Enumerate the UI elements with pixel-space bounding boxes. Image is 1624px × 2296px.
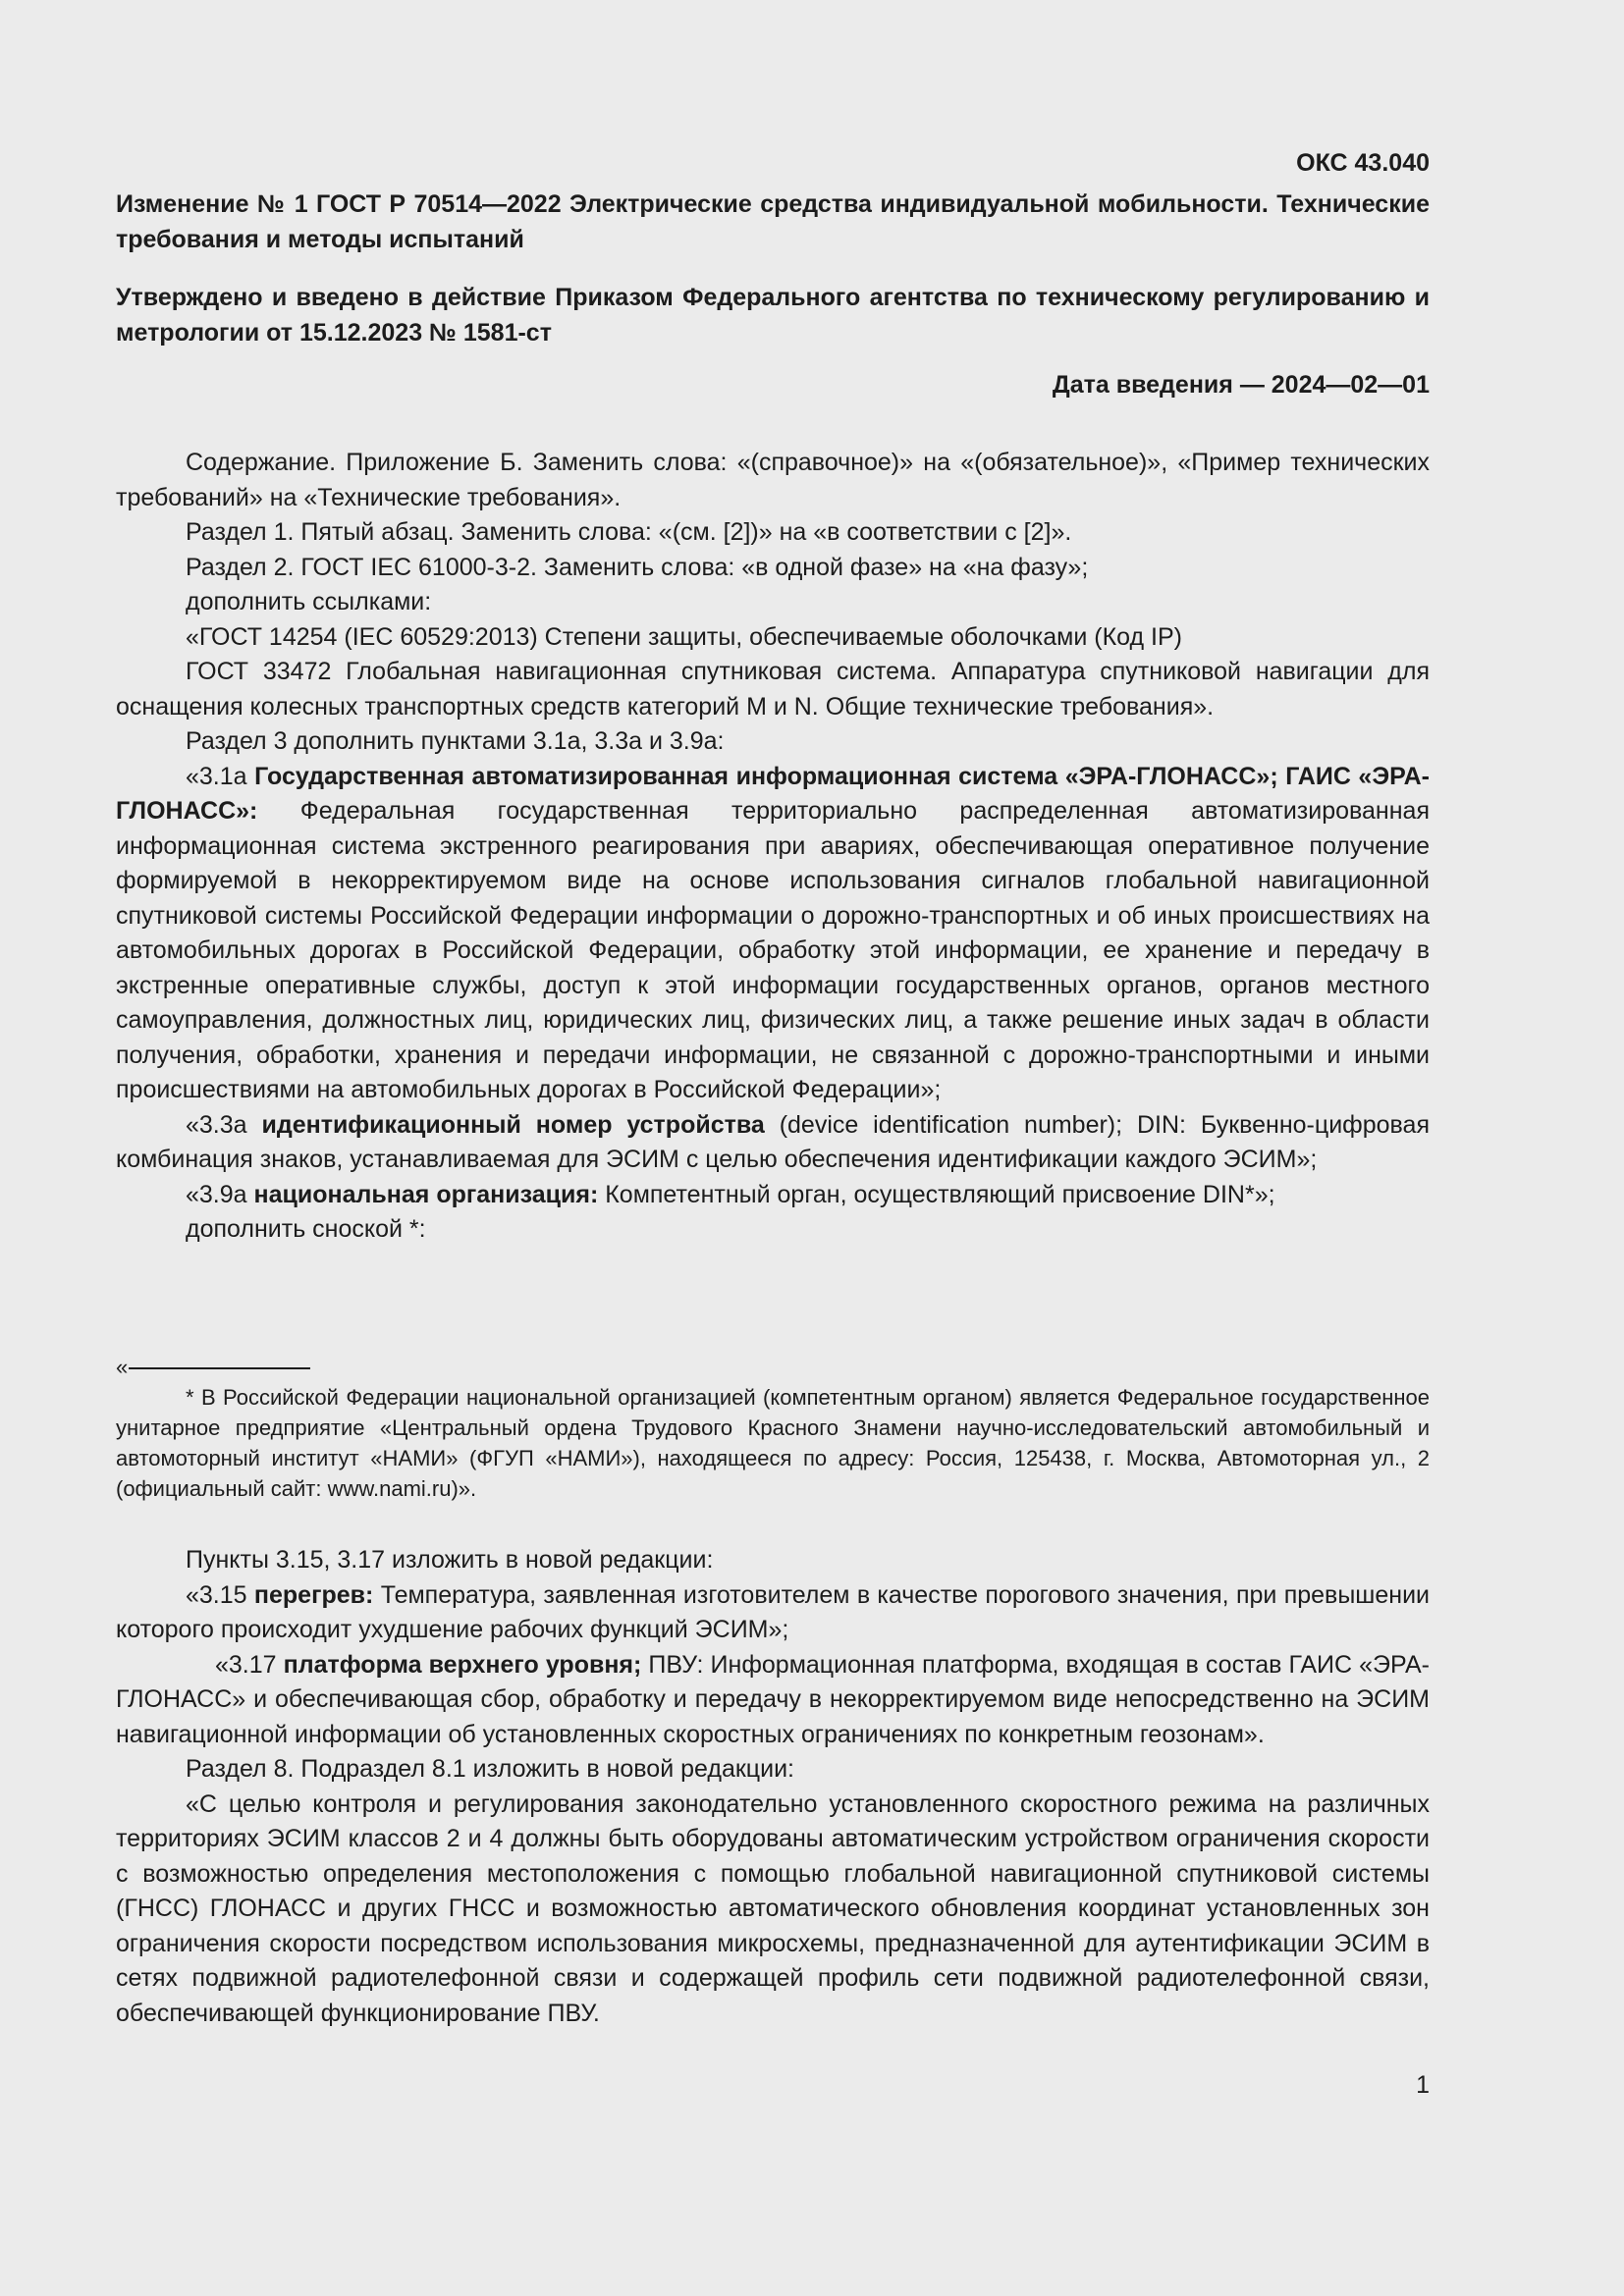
paragraph-section2: Раздел 2. ГОСТ IEC 61000-3-2. Заменить слова: «в одной фазе» на «на фазу»; [186, 553, 1089, 581]
paragraph-add-footnote: дополнить сноской *: [186, 1215, 426, 1243]
paragraph-points-3-15-3-17: Пункты 3.15, 3.17 изложить в новой редакции: [186, 1546, 714, 1574]
paragraph-term-3-15 [116, 1578, 1430, 1648]
term-number: «3.1а [186, 762, 255, 790]
term-name: идентификационный номер устройства [261, 1110, 765, 1139]
term-name: платформа верхнего уровня; [283, 1650, 642, 1679]
paragraph-term-3-1a [116, 760, 1430, 1108]
paragraph-section8: Раздел 8. Подраздел 8.1 изложить в новой редакции: [186, 1755, 794, 1783]
term-number: «3.9а [186, 1180, 254, 1208]
change-title: Изменение № 1 ГОСТ Р 70514—2022 Электрические средства индивидуальной мобильности. Технические требования и методы испытаний [116, 190, 1430, 253]
term-number: «3.15 [186, 1580, 254, 1609]
term-name: национальная организация: [253, 1180, 599, 1208]
term-definition: Федеральная государственная территориально распределенная автоматизированная информационная система экстренного реагирования при авариях, обеспечивающая оперативное получение формируемой в некорректируемом виде на основе использования сигналов глобальной навигационной спутниковой системы Российской Федерации информации о дорожно-транспортных и об иных происшествиях на автомобильных дорогах в Российской Федерации, обработку этой информации, ее хранение и передачу в экстренные оперативные службы, доступ к этой информации государственных органов, органов местного самоуправления, должностных лиц, юридических лиц, физических лиц, а также решение иных задач в области получения, обработки, хранения и передачи информации, не связанной с дорожно-транспортными и иными происшествиями на автомобильных дорогах в Российской Федерации»; [116, 797, 1430, 1103]
term-name: перегрев: [253, 1580, 374, 1609]
main-body-continued [116, 1543, 1430, 2031]
paragraph-add-refs: дополнить ссылками: [186, 588, 432, 615]
term-number: «3.17 [215, 1650, 284, 1679]
paragraph-gost-33472: ГОСТ 33472 Глобальная навигационная спутниковая система. Аппаратура спутниковой навигации для оснащения колесных транспортных средств категорий M и N. Общие технические требования». [116, 658, 1430, 721]
paragraph-subsection-8-1: «С целью контроля и регулирования законодательно установленного скоростного режима на различных территориях ЭСИМ классов 2 и 4 должны быть оборудованы автоматическим устройством ограничения скорости с возможностью определения местоположения с помощью глобальной навигационной спутниковой системы (ГНСС) ГЛОНАСС и других ГНСС и возможностью автоматического обновления координат установленных зон ограничения скорости посредством использования микросхемы, предназначенной для аутентификации ЭСИМ в сетях подвижной радиотелефонной связи и содержащей профиль сети подвижной радиотелефонной связи, обеспечивающей функционирование ПВУ. [116, 1789, 1430, 2027]
paragraph-contents: Содержание. Приложение Б. Заменить слова: «(справочное)» на «(обязательное)», «Пример технических требований» на «Технические требования». [116, 449, 1430, 511]
change-title-block [116, 187, 1430, 257]
term-definition: ПВУ: Информационная платформа, входящая в состав ГАИС «ЭРА-ГЛОНАСС» и обеспечивающая сбор, обработку и передачу в некорректируемом виде непосредственно на ЭСИМ навигационной информации об установленных скоростных ограничениях по конкретным геозонам». [116, 1650, 1430, 1748]
term-definition: (device identification number); DIN: Буквенно-цифровая комбинация знаков, устанавливаемая для ЭСИМ с целью обеспечения идентификации каждого ЭСИМ»; [116, 1110, 1430, 1173]
term-definition: Компетентный орган, осуществляющий присвоение DIN*»; [598, 1180, 1275, 1208]
okc-code: ОКС 43.040 [1296, 149, 1430, 177]
footnote-text: * В Российской Федерации национальной организацией (компетентным органом) является Федеральное государственное унитарное предприятие «Центральный ордена Трудового Красного Знамени научно-исследовательский автомобильный и автомоторный институт «НАМИ» (ФГУП «НАМИ»), находящееся по адресу: Россия, 125438, г. Москва, Автомоторная ул., 2 (официальный сайт: www.nami.ru)». [116, 1385, 1430, 1501]
paragraph-section1: Раздел 1. Пятый абзац. Заменить слова: «(см. [2])» на «в соответствии с [2]». [186, 518, 1072, 546]
page-number: 1 [1416, 2071, 1430, 2099]
approval-text: Утверждено и введено в действие Приказом Федерального агентства по техническому регулированию и метрологии от 15.12.2023 № 1581-ст [116, 284, 1430, 347]
introduction-date: Дата введения — 2024—02—01 [1052, 371, 1430, 399]
term-definition: Температура, заявленная изготовителем в качестве порогового значения, при превышении которого происходит ухудшение рабочих функций ЭСИМ»; [116, 1580, 1430, 1643]
term-number: «3.3а [186, 1110, 262, 1139]
footnote-rule [129, 1367, 310, 1369]
term-name: Государственная автоматизированная информационная система «ЭРА-ГЛОНАСС»; ГАИС «ЭРА-ГЛОНАСС»: [116, 762, 1430, 825]
paragraph-section3: Раздел 3 дополнить пунктами 3.1а, 3.3а и 3.9а: [186, 727, 725, 755]
paragraph-gost-14254: «ГОСТ 14254 (IEC 60529:2013) Степени защиты, обеспечиваемые оболочками (Код IP) [186, 622, 1182, 651]
approval-block [116, 280, 1430, 350]
paragraph-term-3-9a [116, 1178, 1430, 1213]
paragraph-term-3-17 [116, 1648, 1430, 1753]
footnote-quote-mark: « [116, 1355, 129, 1379]
main-body [116, 446, 1430, 1248]
footnote-separator [116, 1355, 310, 1380]
paragraph-term-3-3a [116, 1108, 1430, 1178]
